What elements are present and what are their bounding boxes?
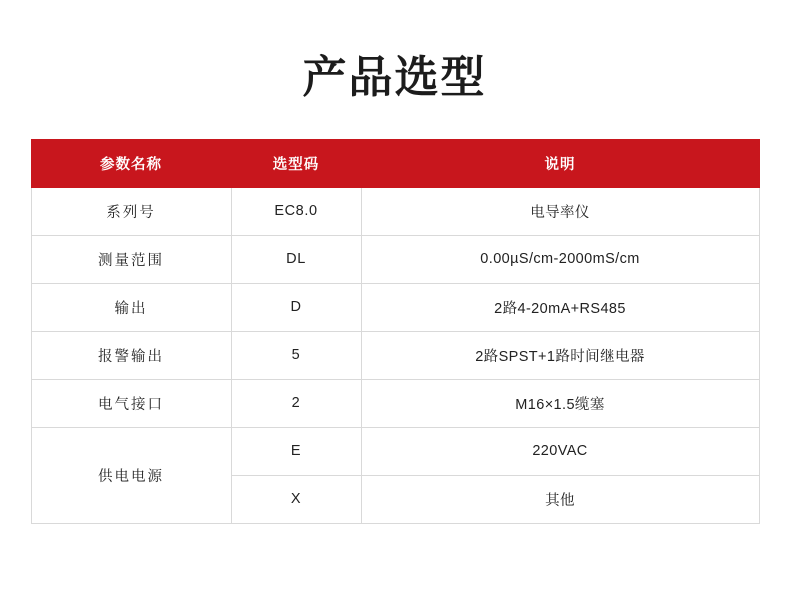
- table-row: [31, 379, 759, 427]
- cell-parameter-name: 报警输出: [31, 331, 231, 379]
- cell-parameter-name: 输出: [31, 283, 231, 331]
- table-header: [31, 139, 759, 187]
- cell-selection-code: X: [231, 475, 361, 523]
- cell-selection-code: D: [231, 283, 361, 331]
- spec-table-container: [31, 139, 759, 524]
- cell-parameter-name: 测量范围: [31, 235, 231, 283]
- cell-selection-code: E: [231, 427, 361, 475]
- cell-selection-code: 5: [231, 331, 361, 379]
- table-header-row: [31, 139, 759, 187]
- cell-selection-code: DL: [231, 235, 361, 283]
- cell-parameter-name: 供电电源: [31, 427, 231, 523]
- table-row: [31, 331, 759, 379]
- column-header-parameter-name: 参数名称: [31, 139, 231, 187]
- table-row: [31, 187, 759, 235]
- cell-description: 电导率仪: [361, 187, 759, 235]
- table-body: [31, 187, 759, 523]
- cell-parameter-name: 电气接口: [31, 379, 231, 427]
- column-header-selection-code: 选型码: [231, 139, 361, 187]
- cell-selection-code: 2: [231, 379, 361, 427]
- column-header-description: 说明: [361, 139, 759, 187]
- cell-selection-code: EC8.0: [231, 187, 361, 235]
- cell-description: M16×1.5缆塞: [361, 379, 759, 427]
- table-row: [31, 427, 759, 475]
- cell-parameter-name: 系列号: [31, 187, 231, 235]
- cell-description: 2路SPST+1路时间继电器: [361, 331, 759, 379]
- product-selection-table: [31, 139, 760, 524]
- page-title: 产品选型: [302, 52, 487, 103]
- table-row: [31, 235, 759, 283]
- cell-description: 其他: [361, 475, 759, 523]
- table-row: [31, 283, 759, 331]
- cell-description: 220VAC: [361, 427, 759, 475]
- cell-description: 0.00µS/cm-2000mS/cm: [361, 235, 759, 283]
- cell-description: 2路4-20mA+RS485: [361, 283, 759, 331]
